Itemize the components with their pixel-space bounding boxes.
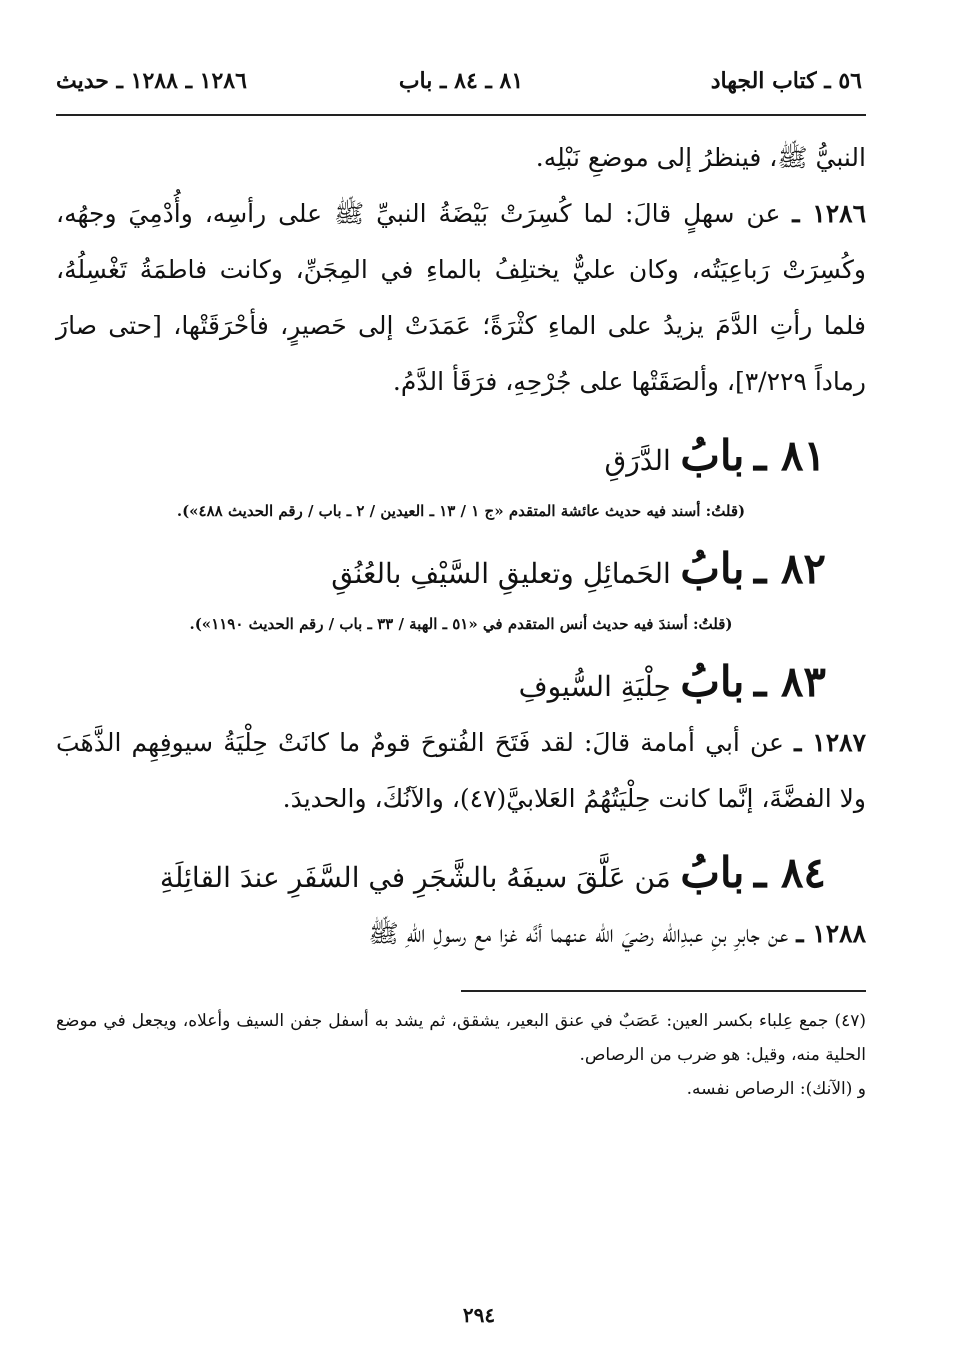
header-hadith-range: ١٢٨٦ ـ ١٢٨٨ ـ حديث [56, 68, 247, 94]
chapter-word: بابُ [680, 544, 745, 593]
continued-text: النبيُّ ﷺ، فينظرُ إلى موضعِ نَبْلِه. [535, 143, 866, 172]
footnote-47: (٤٧) جمع عِلباء بكسر العين: عَصَبٌ في عنق البعير، يشقق، ثم يشد به أسفل جفن السيف وأعلاه، ويجعل في موضع الحلية منه، وقيل: هو ضرب من الرصاص. [56, 1011, 866, 1065]
header-divider [56, 114, 866, 116]
chapter-number: ٨٤ ـ [753, 848, 826, 897]
hadith-number: ١٢٨٧ ـ [794, 728, 867, 757]
hadith-1287 [56, 715, 866, 827]
hadith-text: عن جابرِ بنِ عبدِالله رضيَ الله عنهما أنَّه غزا مع رسولِ اللهِ ﷺ [368, 919, 789, 948]
chapter-number: ٨٣ ـ [753, 657, 826, 706]
chapter-title: مَن عَلَّقَ سيفَهُ بالشَّجَرِ في السَّفَرِ عندَ القائِلَةِ [159, 861, 671, 894]
chapter-word: بابُ [680, 431, 745, 480]
footnote-47-continued: و (الآنك): الرصاص نفسه. [686, 1079, 866, 1099]
editor-note: (قلتُ: أسندَ فيه حديث أنس المتقدم في «٥١ ـ الهبة / ٣٣ ـ باب / رقم الحديث ١١٩٠»). [189, 615, 733, 633]
hadith-1288 [56, 906, 866, 962]
running-header [56, 60, 866, 100]
chapter-heading-82 [56, 544, 826, 594]
hadith-number: ١٢٨٦ ـ [792, 199, 867, 228]
chapter-title: حِلْيَةِ السُّيوفِ [518, 670, 671, 703]
book-page [56, 60, 866, 1290]
header-chapter-range: ٨١ ـ ٨٤ ـ باب [398, 68, 524, 94]
chapter-title: الدَّرَقِ [604, 444, 671, 477]
chapter-heading-84 [56, 848, 826, 898]
chapter-title: الحَمائِلِ وتعليقِ السَّيْفِ بالعُنُقِ [331, 557, 671, 590]
chapter-heading-83 [56, 657, 826, 707]
hadith-text: عن سهلٍ قالَ: لما كُسِرَتْ بَيْضَةُ النبيِّ ﷺ على رأسِه، وأُدْمِيَ وجهُه، وكُسِرَتْ رَباعِيَتُه، وكان عليٌّ يختلِفُ بالماءِ في المِجَنِّ، وكانت فاطمَةُ تَغْسِلُهُ، فلما رأتِ الدَّمَ يزيدُ على الماءِ كثْرَةً؛ عَمَدَتْ إلى حَصيرٍ، فأحْرَقَتْها، [حتى صارَ رماداً ٣/٢٢٩]، وألصَقَتْها على جُرْحِهِ، فرَقَأ الدَّمُ. [56, 199, 866, 396]
footnotes [56, 1004, 866, 1106]
hadith-1286 [56, 186, 866, 410]
hadith-text: عن أبي أمامة قالَ: لقد فَتَحَ الفُتوحَ قومٌ ما كانَتْ حِلْيَةُ سيوفِهِم الذَّهَبَ ولا الفضَّةَ، إنَّما كانت حِلْيَتُهُمُ العَلابيَّ(٤٧)، والآنُكَ، والحديدَ. [56, 728, 866, 813]
chapter-heading-81 [56, 431, 826, 481]
chapter-number: ٨٢ ـ [753, 544, 826, 593]
chapter-word: بابُ [680, 848, 745, 897]
header-book-title: ٥٦ ـ كتاب الجهاد [710, 68, 862, 94]
chapter-number: ٨١ ـ [753, 431, 826, 480]
page-number: ٢٩٤ [462, 1303, 496, 1327]
footnote-divider [461, 990, 866, 992]
chapter-word: بابُ [680, 657, 745, 706]
hadith-number: ١٢٨٨ ـ [796, 919, 866, 948]
editor-note: (قلتُ: أسند فيه حديث عائشة المتقدم «ج ١ / ١٣ ـ العيدين / ٢ ـ باب / رقم الحديث ٤٨٨»). [176, 502, 746, 520]
